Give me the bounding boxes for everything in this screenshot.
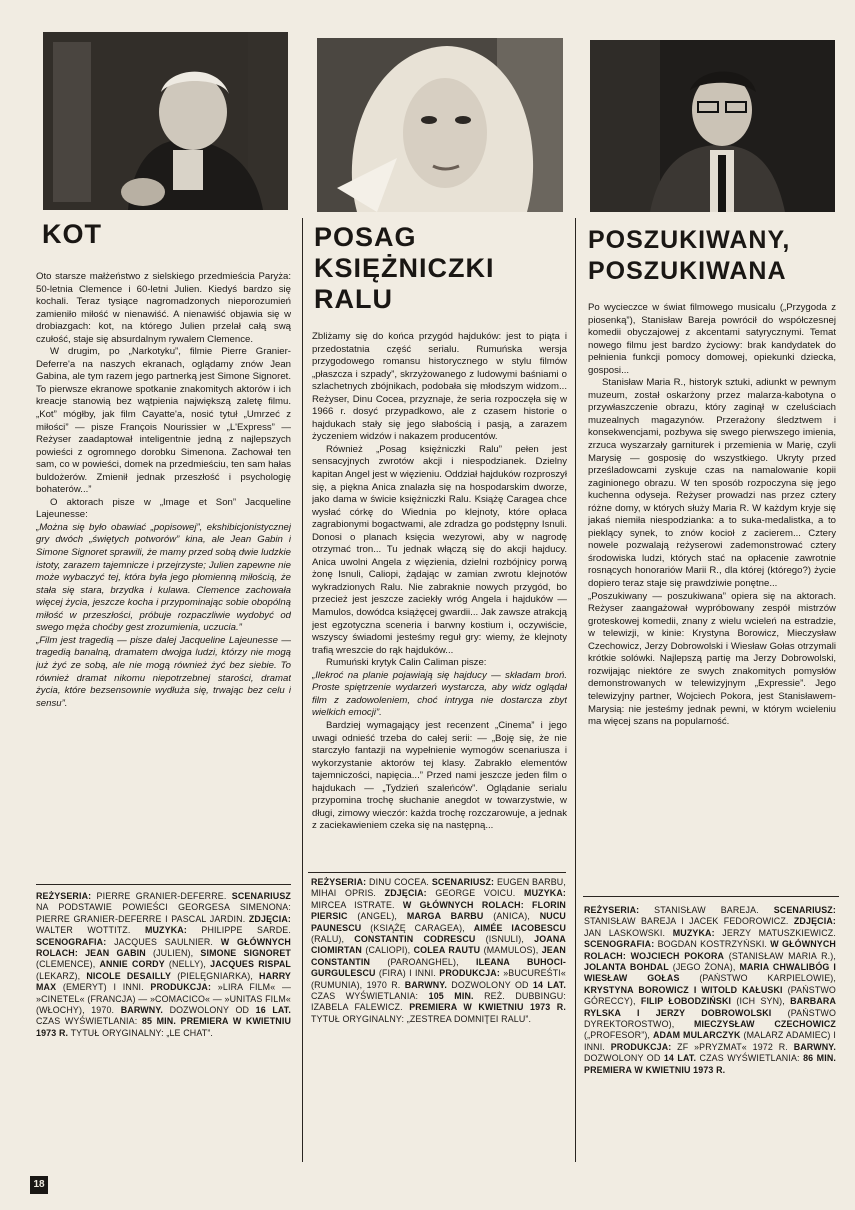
paragraph: Również „Posag księżniczki Ralu” pełen jest sensacyjnych zwrotów akcji i niespodzianek. Dzielny kapitan Angel jest w więzieniu. Oddział hajduków rozproszył się, a piękna Anica znalazła się na hospodarskim dworze, jako dama w świcie księżniczki Ralu. Książę Caragea chce wysłać córkę do Wiednia po klejnoty, które opłaca zagrabionymi bogactwami, ale zdradza go podstępny Isnuli. Donosi o planach księcia wezyrowi, aby w nagrodę otrzymać tron... Tu jednak włączą się do akcji hajducy. Anica uwolni Angela z więzienia, dzielni rozbójnicy porwą żonę Isnuli, Caliopi, żądając w zamian zwrotu klejnotów wykradzionych Ralu. Nie zabraknie nowych przygód, bo przecież jest jeszcze zaciekły wróg Angela i hajduków — Mamulos, dowódca książęcej gwardii... Jak zawsze atrakcją jest egzotyczna sceneria i barwny kostium i, oczywiście, wszyscy świadomi jesteśmy reguł gry: wiemy, że klejnoty trafią wreszcie do rąk hajduków... — [312, 443, 567, 656]
paragraph: Oto starsze małżeństwo z sielskiego przedmieścia Paryża: 50-letnia Clemence i 60-letni Julien. Kiedyś bardzo się kochali. Teraz tysiące nagromadzonych nieporozumień zamieniło miłość w nienawiść. A nienawiść objawia się w drobiazgach: kot, na którego Julien przelał całą swą czułość, staje się absurdalnym rywalem Clemence. — [36, 271, 291, 345]
credits-rule-posag — [308, 872, 566, 873]
article-body-posag — [312, 331, 567, 873]
paragraph: O aktorach pisze w „Image et Son” Jacqueline Lajeunesse: — [36, 496, 291, 521]
credits-posag: REŻYSERIA: DINU COCEA. SCENARIUSZ: EUGEN BARBU, MIHAI OPRIS. ZDJĘCIA: GEORGE VOICU. MUZYKA: MIRCEA ISTRATE. W GŁÓWNYCH ROLACH: FLORIN PIERSIC (ANGEL), MARGA BARBU (ANICA), NUCU PAUNESCU (KSIĄŻĘ CARAGEA), AIMÉE IACOBESCU (RALU), CONSTANTIN CODRESCU (ISNULI), JOANA CIOMIRTAN (CALIOPI), COLEA RAUTU (MAMULOS), JEAN CONSTANTIN (PAROANGHEL), ILEANA BUHOCI-GURGULESCU (FIRA) I INNI. PRODUKCJA: »BUCUREŚTI« (RUMUNIA), 1970 R. BARWNY. DOZWOLONY OD 14 LAT. CZAS WYŚWIETLANIA: 105 MIN. REŻ. DUBBINGU: IZABELA FALEWICZ. PREMIERA W KWIETNIU 1973 R. TYTUŁ ORYGINALNY: „ZESTREA DOMNIŢEI RALU”. — [311, 877, 566, 1024]
paragraph: Rumuński krytyk Calin Caliman pisze: — [326, 657, 487, 669]
quote: „Ilekroć na planie pojawiają się hajducy — składam broń. Proste spiętrzenie wydarzeń wystarcza, aby widz oglądał film z zadowoleniem, choć intryga nie dostarcza zbyt wielkich emocji”. — [312, 669, 567, 719]
quote: „Można się było obawiać „popisowej”, ekshibicjonistycznej gry dwóch „świętych potworów” kina, ale Jean Gabin i Simone Signoret sprawili, że mamy przed sobą dwie ludzkie istoty, zarazem tajemnicze i przejrzyste; Julien zapewne nie może wybaczyć tej, która była jego płomienną miłością, że stała się stara, brzydka i kulawa. Clemence zachowała więcej życia, jeszcze kocha i przypominając sobie obopólną miłość w przeszłości, próbuje rozpaczliwie wydobyć od swego męża choćby gest zrozumienia, uczucia.” — [36, 521, 291, 634]
photo-kot — [43, 32, 288, 210]
column-divider-2 — [575, 218, 576, 1162]
article-body-kot — [36, 271, 291, 873]
article-body-poszukiwany — [588, 302, 836, 868]
credits-rule-kot — [36, 884, 291, 885]
photo-poszukiwany — [590, 40, 835, 212]
photo-posag — [317, 38, 563, 212]
page-number: 18 — [30, 1176, 48, 1194]
quote: „Film jest tragedią — pisze dalej Jacqueline Lajeunesse — tragedią banalną, dramatem dwojga ludzi, którzy nie mogą już żyć ze sobą, ale nie mogą również żyć bez siebie. To również dramat nikomu niepotrzebnej starości, dramat życia, które bezsensownie wydłuża się, trwając bez celu i sensu”. — [36, 634, 291, 709]
paragraph: W drugim, po „Narkotyku”, filmie Pierre Granier-Deferre'a na naszych ekranach, oglądamy znów Jean Gabina, ale tym razem jego partnerką jest Simone Signoret. To pierwsze ekranowe spotkanie znakomitych aktorów i ich kreacje stanowią bez wątpienia największą zaletę filmu. „Kot” mógłby, jak film Cayatte'a, nosić tytuł „Umrzeć z miłości” — pisze François Nourissier w „L'Express” — Reżyser zaadaptował inteligentnie jedną z najlepszych powieści z ogromnego dorobku Simenona. Zachował ten sam, co w powieści, domek na przedmieściu, ten sam hałas buldożerów. Zmienił jednak przeszłość i psychologię bohaterów...” — [36, 346, 291, 496]
credits-kot: REŻYSERIA: PIERRE GRANIER-DEFERRE. SCENARIUSZ NA PODSTAWIE POWIEŚCI GEORGESA SIMENONA: PIERRE GRANIER-DEFERRE I PASCAL JARDIN. ZDJĘCIA: WALTER WOTTITZ. MUZYKA: PHILIPPE SARDE. SCENOGRAFIA: JACQUES SAULNIER. W GŁÓWNYCH ROLACH: JEAN GABIN (JULIEN), SIMONE SIGNORET (CLEMENCE), ANNIE CORDY (NELLY), JACQUES RISPAL (LEKARZ), NICOLE DESAILLY (PIELĘGNIARKA), HARRY MAX (EMERYT) I INNI. PRODUKCJA: »LIRA FILM« — »CINETEL« (FRANCJA) — »COMACICO« — »UNITAS FILM« (WŁOCHY), 1970. BARWNY. DOZWOLONY OD 16 LAT. CZAS WYŚWIETLANIA: 85 MIN. PREMIERA W KWIETNIU 1973 R. TYTUŁ ORYGINALNY: „LE CHAT”. — [36, 891, 291, 1038]
paragraph: Po wycieczce w świat filmowego musicalu („Przygoda z piosenką”), Stanisław Bareja powrócił do współczesnej komedii obyczajowej z akcentami satyrycznymi. Temat nowego filmu jest bardzo życiowy: brak kandydatek do pełnienia funkcji pomocy domowej, opiekunki dziecka, gosposi... — [588, 302, 836, 376]
credits-poszukiwany: REŻYSERIA: STANISŁAW BAREJA. SCENARIUSZ: STANISŁAW BAREJA I JACEK FEDOROWICZ. ZDJĘCIA: JAN LASKOWSKI. MUZYKA: JERZY MATUSZKIEWICZ. SCENOGRAFIA: BOGDAN KOSTRZYŃSKI. W GŁÓWNYCH ROLACH: WOJCIECH POKORA (STANISŁAW MARIA R.), JOLANTA BOHDAL (JEGO ŻONA), MARIA CHWALIBÓG I WIESŁAW GOŁAS (PAŃSTWO KARPIELOWIE), KRYSTYNA BOROWICZ I WITOLD KAŁUSKI (PAŃSTWO GÓRECCY), FILIP ŁOBODZIŃSKI (ICH SYN), BARBARA RYLSKA I JERZY DOBROWOLSKI (PAŃSTWO DYREKTOROSTWO), MIECZYSŁAW CZECHOWICZ („PROFESOR”), ADAM MULARCZYK (MALARZ ADAMIEC) I INNI. PRODUKCJA: ZF »PRYZMAT« 1972 R. BARWNY. DOZWOLONY OD 14 LAT. CZAS WYŚWIETLANIA: 86 MIN. PREMIERA W KWIETNIU 1973 R. — [584, 905, 836, 1075]
paragraph: Bardziej wymagający jest recenzent „Cinema” i jego uwagi odnieść trzeba do całej serii: — „Boję się, że nie starczyło fantazji na wypełnienie wymogów scenariusza i wykorzystanie aktorów tej klasy. Zabrakło elementów tajemniczości, napięcia...” Przed nami jeszcze jeden film o hajdukach — „Tydzień szaleńców”. Oglądanie serialu przypomina trochę słuchanie anegdot w towarzystwie, w długi, zimowy wieczór: każda trochę rozczarowuje, a jednak z zaciekawieniem czeka się na następną... — [312, 719, 567, 832]
paragraph: „Poszukiwany — poszukiwana” opiera się na aktorach. Reżyser zaangażował wypróbowany zespół mistrzów groteskowej komedii, znany z wielu wcieleń na estradzie, w telewizji, w kinie: Krystyna Borowicz, Mieczysław Czechowicz, Jerzy Dobrowolski i Wiesław Gołas otrzymali krótkie solówki. Najlepszą partię ma Jerzy Dobrowolski, rozwijając niektóre ze swych znakomitych pomysłów demonstrowanych w telewizyjnym „Expressie”. Jego telewizyjny partner, Wojciech Pokora, jest Stanisławem-Marysią: nie jesteśmy jednak pewni, w którym wcieleniu ma więcej szans na popularność. — [588, 590, 836, 728]
article-title-posag: POSAG KSIĘŻNICZKI RALU — [314, 222, 495, 314]
credits-rule-poszukiwany — [583, 896, 839, 897]
article-title-kot: KOT — [42, 219, 102, 249]
paragraph: Zbliżamy się do końca przygód hajduków: jest to piąta i przedostatnia część serialu. Rumuńska wersja przygodowego romansu historycznego w stylu filmów „płaszcza i szpady”, skrzyżowanego z ludowymi baśniami o szlachetnych zbójnikach, podobała się młodszym widzom... Reżyser, Dinu Cocea, przyznaje, że seria rozpoczęła się w 1966 r. dosyć przypadkowo, ale z czasem historie o hajdukach stały się jego słabością i pasją, a zarazem życzeniem widzów i nakazem producentów. — [312, 331, 567, 443]
column-divider-1 — [302, 218, 303, 1162]
paragraph: Stanisław Maria R., historyk sztuki, adiunkt w pewnym muzeum, został oskarżony przez malarza-kabotyna o przywłaszczenie obrazu, który zaginął w czeluściach muzealnych magazynów. Przerażony śledztwem i konsekwencjami, pozbywa się swego pierwszego imienia, zrzuca wyszarzały garniturek i przemienia w Marię, czyli Marysię — gosposię do wszystkiego. Ukryty przed prześladowcami zyskuje czas na namalowanie kopii zaginionego obrazu. W ten sposób rozpoczyna się jego kuchenna odyseja. Reżyser prowadzi nas przez cztery różne domy, w których służy Maria R. W każdym kryje się jakaś niemiła niespodzianka: a to suka-medalistka, a to pieklący synek, to znów kocioł z zacierem... Cztery nowele pozwalają reżyserowi zademonstrować cztery środowiska ludzi, których stać na opłacenie zawrotnie rosnących honorariów Marii R., dla której (którego?) życie dopiero teraz staje się prawdziwie ponętne... — [588, 377, 836, 590]
article-title-poszukiwany: POSZUKIWANY, POSZUKIWANA — [588, 226, 791, 285]
